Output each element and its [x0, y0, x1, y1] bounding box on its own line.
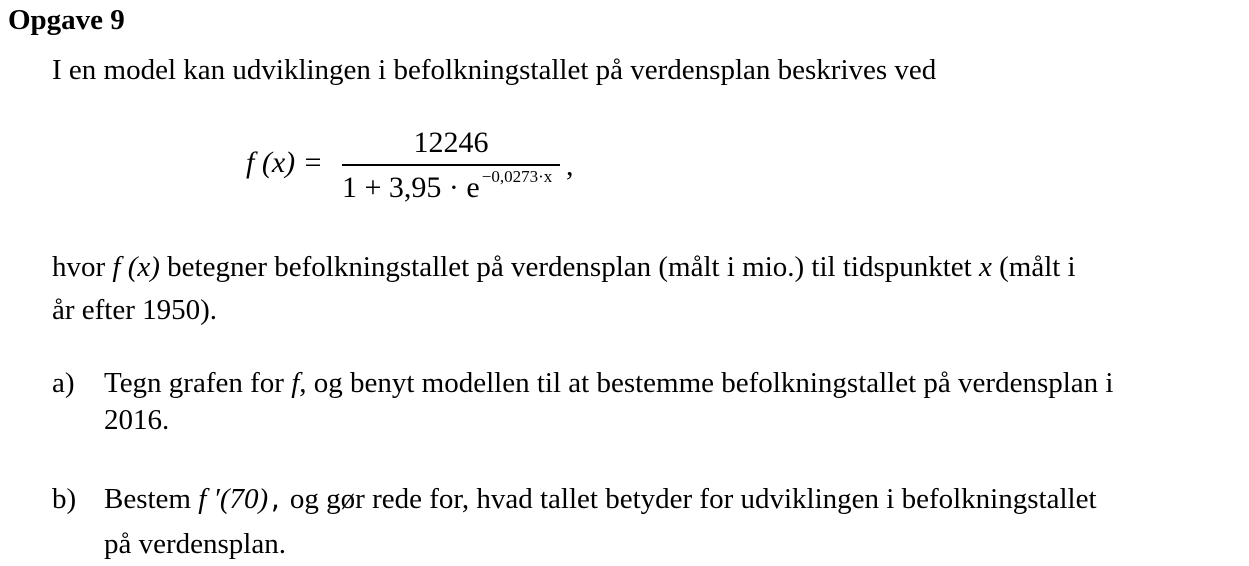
- item-a-line-1: [104, 366, 1113, 400]
- item-a-line-2: 2016.: [104, 404, 170, 436]
- item-a-part1: Tegn grafen for: [104, 367, 292, 399]
- item-b-comma: ,: [268, 486, 283, 514]
- denominator-base: 1 + 3,95 · e: [342, 171, 480, 204]
- item-a-label: a): [52, 367, 75, 399]
- item-b-label: b): [52, 483, 77, 515]
- item-b-part2: og gør rede for, hvad tallet betyder for udviklingen i befolkningstallet: [282, 483, 1097, 515]
- intro-text: I en model kan udviklingen i befolkningstallet på verdensplan beskrives ved: [52, 54, 937, 86]
- description-part2: betegner befolkningstallet på verdensplan (målt i mio.) til tidspunktet: [159, 251, 979, 283]
- description-part1: hvor: [52, 251, 113, 283]
- item-b-line-1: [104, 482, 1097, 517]
- item-b-part1: Bestem: [104, 483, 199, 515]
- description-x: x: [978, 251, 992, 283]
- item-b-expr: f ′(70): [198, 483, 269, 515]
- formula-denominator: [342, 167, 553, 210]
- description-line-1: [52, 250, 1076, 284]
- exercise-title: Opgave 9: [8, 4, 125, 36]
- formula-trailing-comma: ,: [566, 149, 574, 182]
- formula-lhs: f (x) =: [246, 146, 323, 179]
- item-a-part2: , og benyt modellen til at bestemme befolkningstallet på verdensplan i: [299, 367, 1114, 399]
- description-part3: (målt i: [991, 251, 1076, 283]
- formula-numerator: 12246: [413, 126, 489, 159]
- denominator-exponent: −0,0273·x: [481, 167, 553, 186]
- item-a-f: f: [291, 367, 300, 399]
- item-b-line-2: på verdensplan.: [104, 528, 286, 560]
- description-fx: f (x): [112, 251, 160, 283]
- description-line-2: år efter 1950).: [52, 294, 218, 326]
- fraction-bar: [342, 164, 560, 166]
